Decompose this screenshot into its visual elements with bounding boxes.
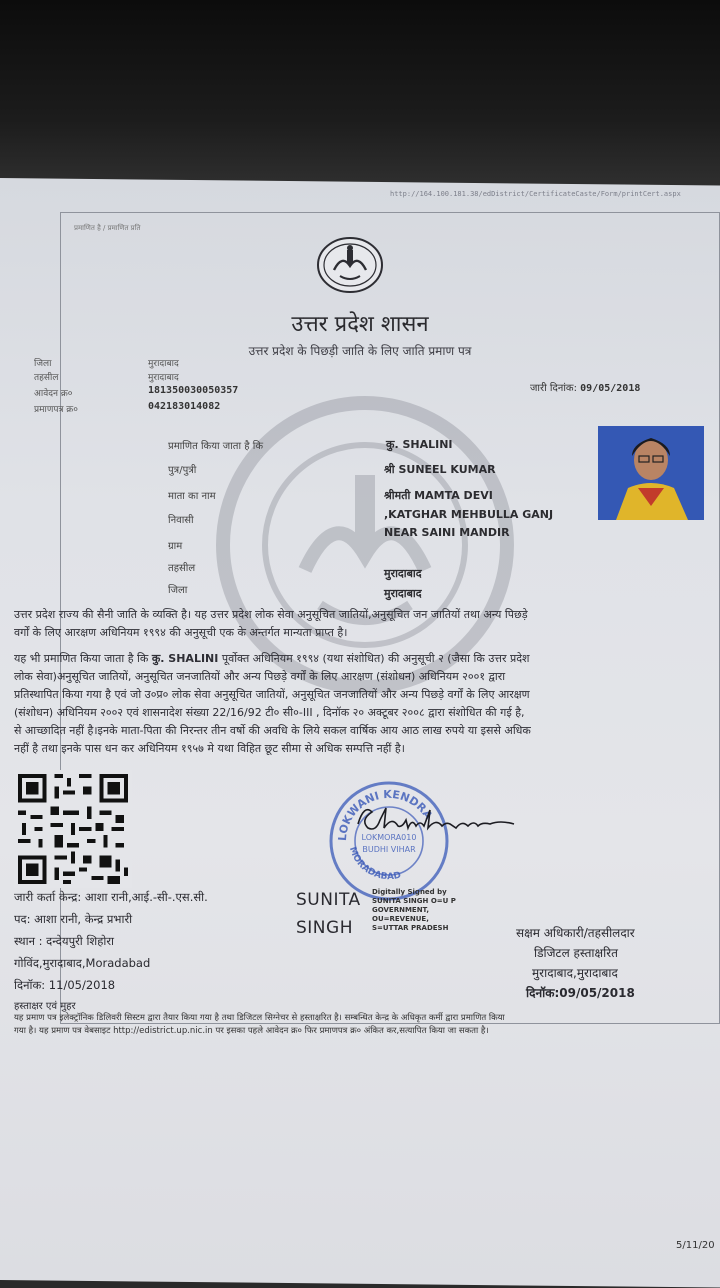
dark-background	[0, 0, 720, 200]
stamp-middle-1: LOKMORA010	[361, 833, 417, 842]
footer-line-1: यह प्रमाण पत्र इलेक्ट्रॉनिक डिलिवरी सिस्टम द्वारा तैयार किया गया है तथा डिजिटल सिग्नेचर से हस्ताक्षरित है। सम्बन्धित केन्द्र के अधिकृत कर्मी द्वारा प्रमाणित किया	[14, 1013, 505, 1023]
certification-paragraph	[14, 650, 712, 758]
field-label-tehsil: तहसील	[168, 563, 196, 574]
meta-value-certificate: 042183014082	[148, 401, 221, 412]
url-header: http://164.100.181.38/edDistrict/CertificateCaste/Form/printCert.aspx	[390, 190, 681, 198]
cert-line-6: नहीं है तथा इनके पास धन कर अधिनियम १९५७ मे यथा विहित छूट सीमा से अधिक सम्पत्ति नहीं है।	[14, 742, 405, 755]
cert-line-1-pre: यह भी प्रमाणित किया जाता है कि	[14, 652, 149, 665]
field-label-village: ग्राम	[168, 541, 183, 552]
cert-line-5: से आच्छादित नहीं है।इनके माता-पिता की निरन्तर तीन वर्षो की अवधि के लिये सकल वार्षिक आय आठ लाख रुपये या इससे अधिक	[14, 724, 531, 737]
issuer-date: दिनॉक: 11/05/2018	[14, 978, 116, 992]
digital-sign-name-2: SINGH	[296, 918, 353, 938]
officer-place: मुरादाबाद,मुरादाबाद	[532, 966, 618, 980]
caste-paragraph	[14, 606, 712, 642]
cert-line-1	[14, 650, 712, 668]
page-subtitle: उत्तर प्रदेश के पिछड़ी जाति के लिए जाति प्रमाण पत्र	[248, 344, 472, 358]
issue-date	[530, 380, 640, 394]
field-value-address2: NEAR SAINI MANDIR	[384, 526, 510, 539]
officer-date: दिनॉक:09/05/2018	[526, 986, 635, 1000]
office-stamp-icon	[326, 778, 452, 904]
field-label-district: जिला	[168, 585, 188, 596]
issuer-place: स्थान : दन्देयपुरी शिहोरा	[14, 934, 115, 948]
dsig-line-3: GOVERNMENT,	[372, 906, 429, 914]
footer-line-2: गया है। यह प्रमाण पत्र वेबसाइट http://edistrict.up.nic.in पर इसका पहले आवेदन क्र० फिर प्रमाणपत्र क्र० अंकित कर,सत्यापित किया जा सकता है।	[14, 1026, 489, 1036]
cert-line-4: (संशोधन) अधिनियम २००२ एवं शासनादेश संख्या 22/16/92 टी० सी०-III , दिनॉक २० अक्टूबर २००८ द्वारा संशोधित की गई है,	[14, 706, 525, 719]
digital-sign-details	[372, 888, 456, 933]
field-label-parent: पुत्र/पुत्री	[168, 465, 197, 476]
meta-value-tehsil: मुरादाबाद	[148, 373, 179, 383]
up-state-emblem-icon	[316, 236, 384, 294]
cert-line-1-name: कु. SHALINI	[151, 652, 219, 665]
meta-label-district: जिला	[34, 359, 52, 369]
stamp-top-text: LOKWANI KENDRA	[335, 787, 436, 842]
dsig-line-4: OU=REVENUE,	[372, 915, 429, 923]
field-value-father: श्री SUNEEL KUMAR	[384, 463, 496, 476]
officer-title: सक्षम अधिकारी/तहसीलदार	[516, 926, 635, 940]
field-value-mother: श्रीमती MAMTA DEVI	[384, 489, 493, 502]
caste-line-2: वर्गों के लिए आरक्षण अधिनियम १९९४ की अनुसूची एक के अन्तर्गत मान्यता प्राप्त है।	[14, 626, 348, 639]
officer-digital: डिजिटल हस्ताक्षरित	[534, 946, 618, 960]
meta-label-application: आवेदन क्र०	[34, 389, 73, 399]
field-value-tehsil: मुरादाबाद	[384, 567, 422, 580]
footer-note	[14, 1012, 714, 1038]
cert-line-1-rest: पूर्वोक्त अधिनियम १९९४ (यथा संशोधित) की अनुसूची २ (जैसा कि उत्तर प्रदेश	[221, 652, 530, 665]
field-label-resident: निवासी	[168, 515, 194, 526]
field-value-name: कु. SHALINI	[386, 438, 453, 451]
digital-sign-name-1: SUNITA	[296, 890, 361, 910]
cert-line-3: प्रतिस्थापित किया गया है एवं जो उ०प्र० लोक सेवा अनुसूचित जातियों, अनुसूचित जनजातियों और अन्य पिछड़े वर्गों के लिए आरक्षण	[14, 688, 530, 701]
field-value-district: मुरादाबाद	[384, 587, 422, 600]
applicant-photo	[598, 426, 704, 520]
corner-date: 5/11/20	[676, 1240, 715, 1251]
field-label-mother: माता का नाम	[168, 491, 216, 502]
qr-code-icon	[12, 770, 134, 888]
dsig-line-1: Digitally Signed by	[372, 888, 447, 896]
top-small-note: प्रमाणित है / प्रमाणित प्रति	[74, 224, 141, 232]
issue-date-value: 09/05/2018	[580, 383, 641, 394]
stamp-middle-2: BUDHI VIHAR	[362, 845, 416, 854]
handwritten-signature	[350, 798, 520, 838]
stamp-bottom-text: MORADABAD	[346, 845, 403, 883]
meta-value-district: मुरादाबाद	[148, 359, 179, 369]
cert-line-2: लोक सेवा)अनुसूचित जातियों, अनुसूचित जनजातियों और अन्य पिछड़े वर्गों के लिए आरक्षण (संशोधन) अधिनियम २००१ द्वारा	[14, 670, 506, 683]
issuer-post: पद: आशा रानी, केन्द्र प्रभारी	[14, 912, 133, 926]
dsig-line-2: SUNITA SINGH O=U P	[372, 897, 456, 905]
dsig-line-5: S=UTTAR PRADESH	[372, 924, 449, 932]
caste-line-1: उत्तर प्रदेश राज्य की सैनी जाति के व्यक्ति है। यह उत्तर प्रदेश लोक सेवा अनुसूचित जातियों,अनुसूचित जन जातियों तथा अन्य पिछड़े	[14, 608, 528, 621]
issuer-center: जारी कर्ता केन्द्र: आशा रानी,आई.-सी-.एस.सी.	[14, 890, 208, 904]
meta-label-tehsil: तहसील	[34, 373, 59, 383]
field-value-address1: ,KATGHAR MEHBULLA GANJ	[384, 508, 554, 521]
issuer-sign-label: हस्ताक्षर एवं मुहर	[14, 1001, 76, 1012]
meta-label-certificate: प्रमाणपत्र क्र०	[34, 405, 78, 415]
issuer-address: गोविंद,मुरादाबाद,Moradabad	[14, 956, 151, 970]
issue-date-label: जारी दिनांक:	[530, 383, 577, 394]
page-title: उत्तर प्रदेश शासन	[291, 312, 429, 337]
field-label-certified: प्रमाणित किया जाता है कि	[168, 441, 264, 452]
meta-value-application: 181350030050357	[148, 385, 239, 396]
